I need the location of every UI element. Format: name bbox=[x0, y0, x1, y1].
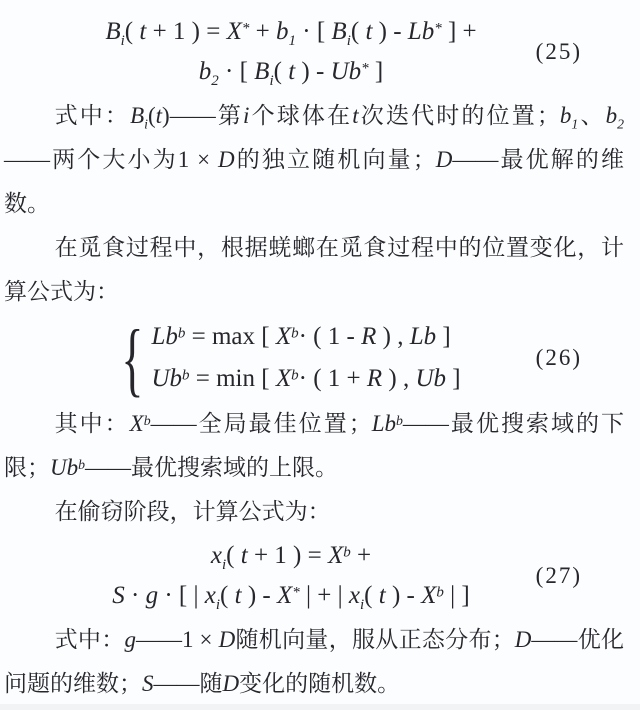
math-run: b bbox=[143, 412, 151, 428]
equation-25 bbox=[4, 10, 624, 94]
text-run: ) - bbox=[372, 18, 408, 45]
text-run: 在觅食过程中，根据蜣螂在觅食过程中的位置变化，计算公式为： bbox=[4, 235, 624, 304]
text-run: | + | bbox=[299, 582, 349, 609]
text-run: 个球体在 bbox=[249, 103, 353, 128]
math-run: X bbox=[327, 542, 344, 569]
text-run: · ( 1 + bbox=[298, 365, 367, 392]
text-run: ] + bbox=[441, 18, 477, 45]
text-run: 变化的随机数。 bbox=[239, 671, 401, 696]
text-run: ——优化问题的维数； bbox=[4, 627, 625, 696]
text-run: | ] bbox=[443, 582, 470, 609]
text-run: ——最优搜索域的上限。 bbox=[85, 455, 339, 480]
left-brace-glyph: { bbox=[121, 312, 144, 404]
text-run: + bbox=[249, 18, 276, 45]
text-run: ——1 × bbox=[136, 627, 219, 652]
math-run: Ub bbox=[50, 455, 79, 480]
text-run: 在偷窃阶段，计算公式为： bbox=[54, 499, 331, 524]
math-run: b bbox=[198, 58, 212, 85]
math-run: 2 bbox=[617, 116, 625, 132]
text-run: ——最优解的维数。 bbox=[4, 147, 625, 216]
math-run: x bbox=[210, 542, 222, 569]
paragraph bbox=[4, 226, 624, 314]
text-run: 其中： bbox=[54, 411, 130, 436]
math-run: * bbox=[292, 584, 300, 601]
math-run: D bbox=[218, 147, 235, 172]
text-run: · bbox=[124, 582, 146, 609]
text-run: ) - bbox=[295, 58, 331, 85]
math-run: D bbox=[222, 671, 240, 696]
math-run: 1 bbox=[571, 116, 579, 132]
math-run: 1 bbox=[288, 33, 296, 49]
paragraph bbox=[4, 94, 624, 226]
text-run: ——随 bbox=[153, 671, 223, 696]
math-run: X bbox=[275, 365, 292, 392]
text-run: ) - bbox=[385, 582, 422, 609]
text-run: ] bbox=[368, 58, 384, 85]
equation-27 bbox=[4, 534, 624, 618]
text-run: 的独立随机向量； bbox=[234, 147, 436, 172]
text-run: · [ bbox=[218, 58, 255, 85]
text-run: 式中： bbox=[54, 103, 131, 128]
math-run: X bbox=[276, 582, 293, 609]
math-run: i bbox=[269, 73, 274, 89]
math-run: b bbox=[396, 412, 403, 428]
math-run: t bbox=[155, 103, 163, 128]
math-run: S bbox=[112, 582, 125, 609]
math-run: X bbox=[421, 582, 437, 609]
text-run: 、 bbox=[578, 103, 606, 128]
equation-number: (25) bbox=[535, 39, 582, 64]
equation-line bbox=[112, 576, 469, 616]
equation-line bbox=[105, 12, 476, 52]
math-run: D bbox=[218, 627, 236, 652]
math-run: t bbox=[378, 582, 386, 609]
text-run: · [ bbox=[296, 18, 332, 45]
math-run: i bbox=[243, 103, 250, 128]
equation-line bbox=[151, 358, 460, 400]
math-run: i bbox=[221, 557, 227, 573]
math-run: D bbox=[514, 627, 532, 652]
text-run: ( bbox=[350, 18, 366, 45]
math-run: b bbox=[559, 103, 572, 128]
text-run: + bbox=[350, 542, 372, 569]
text-run: ——两个大小为1 × bbox=[4, 147, 219, 172]
math-run: S bbox=[142, 671, 154, 696]
paragraph bbox=[4, 402, 624, 490]
text-run: ( bbox=[220, 582, 235, 609]
math-run: t bbox=[352, 103, 359, 128]
math-run: b bbox=[291, 367, 299, 384]
math-run: X bbox=[275, 323, 292, 350]
equation-body bbox=[105, 12, 476, 92]
text-run: + 1 ) = bbox=[146, 18, 227, 45]
equation-line bbox=[151, 316, 460, 358]
math-run: Ub bbox=[415, 365, 447, 392]
equation-26 bbox=[4, 314, 624, 402]
math-run: * bbox=[361, 60, 369, 77]
text-run: 次迭代时的位置； bbox=[358, 103, 560, 128]
math-run: 2 bbox=[211, 73, 219, 89]
math-run: i bbox=[346, 33, 351, 49]
math-run: b bbox=[436, 584, 444, 601]
math-run: Lb bbox=[409, 323, 437, 350]
math-run: t bbox=[365, 18, 373, 45]
math-run: b bbox=[343, 544, 351, 561]
text-run: ( bbox=[147, 103, 156, 128]
math-run: t bbox=[288, 58, 296, 85]
text-run: ) - bbox=[241, 582, 277, 609]
math-run: Lb bbox=[371, 411, 397, 436]
equation-lines bbox=[151, 316, 460, 400]
equation-number: (27) bbox=[535, 563, 582, 588]
text-run: ( bbox=[364, 582, 379, 609]
text-run: + 1 ) = bbox=[247, 542, 328, 569]
math-run: i bbox=[144, 116, 148, 132]
text-run: 式中： bbox=[54, 627, 125, 652]
math-run: t bbox=[139, 18, 147, 45]
text-run: · [ | bbox=[158, 582, 205, 609]
math-run: X bbox=[129, 411, 144, 436]
paragraph bbox=[4, 618, 624, 706]
math-run: R bbox=[366, 365, 383, 392]
math-run: R bbox=[361, 323, 377, 350]
text-run: ——最优搜索域的下限； bbox=[4, 411, 625, 480]
math-run: Ub bbox=[330, 58, 362, 85]
math-run: X bbox=[226, 18, 242, 45]
text-run: ) , bbox=[376, 323, 410, 350]
math-run: * bbox=[434, 20, 442, 37]
text-run: · ( 1 - bbox=[298, 323, 362, 350]
math-run: Ub bbox=[151, 365, 183, 392]
math-run: b bbox=[182, 367, 190, 384]
math-run: B bbox=[130, 103, 145, 128]
math-run: x bbox=[204, 582, 216, 609]
text-run: ——全局最佳位置； bbox=[150, 411, 372, 436]
math-run: B bbox=[105, 18, 121, 45]
equation-line bbox=[105, 52, 476, 92]
text-run: ] bbox=[436, 323, 451, 350]
math-run: g bbox=[145, 582, 159, 609]
text-run: 随机向量，服从正态分布； bbox=[235, 627, 515, 652]
math-run: i bbox=[215, 597, 221, 613]
equation-body bbox=[112, 536, 469, 616]
math-run: B bbox=[331, 18, 347, 45]
math-run: b bbox=[78, 456, 86, 472]
equation-number: (26) bbox=[535, 345, 582, 370]
text-run: ( bbox=[226, 542, 241, 569]
text-run: )——第 bbox=[162, 103, 244, 128]
math-run: t bbox=[240, 542, 248, 569]
math-run: B bbox=[254, 58, 270, 85]
equation-lines bbox=[112, 536, 469, 616]
paragraph bbox=[4, 490, 624, 534]
math-run: x bbox=[348, 582, 360, 609]
math-run: D bbox=[435, 147, 453, 172]
math-run: * bbox=[241, 20, 250, 37]
math-run: t bbox=[234, 582, 242, 609]
math-run: b bbox=[605, 103, 618, 128]
math-run: g bbox=[124, 627, 136, 652]
math-run: b bbox=[177, 325, 186, 342]
text-run: = min [ bbox=[189, 365, 276, 392]
equation-lines bbox=[105, 12, 476, 92]
text-run: ] bbox=[446, 365, 461, 392]
equation-body bbox=[121, 312, 461, 404]
math-run: Lb bbox=[407, 18, 435, 45]
math-run: b bbox=[276, 18, 289, 45]
text-run: = max [ bbox=[185, 323, 276, 350]
math-run: Lb bbox=[151, 323, 178, 350]
math-run: i bbox=[120, 33, 125, 49]
text-run: ( bbox=[124, 18, 140, 45]
equation-line bbox=[112, 536, 469, 576]
text-run: ) , bbox=[382, 365, 416, 392]
math-run: i bbox=[359, 597, 365, 613]
math-run: b bbox=[291, 325, 299, 342]
text-run: ( bbox=[273, 58, 289, 85]
